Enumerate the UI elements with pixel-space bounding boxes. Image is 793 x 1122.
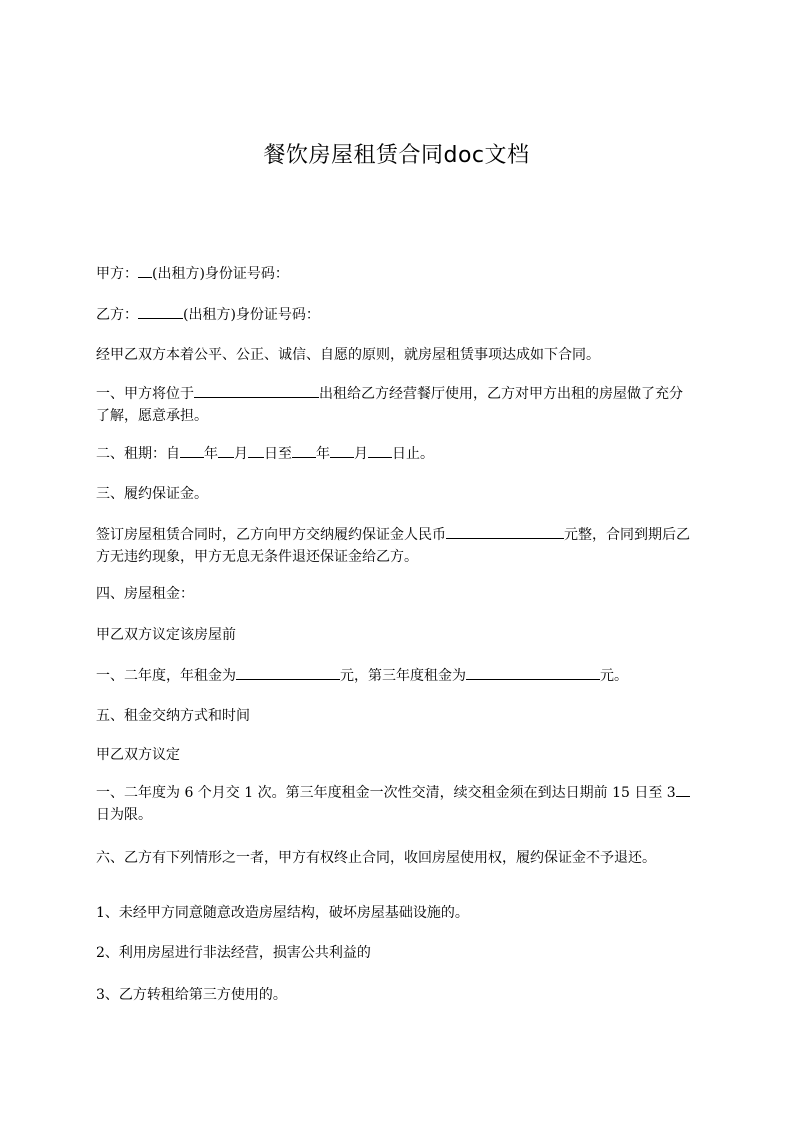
party-a-label: 甲方： — [96, 266, 138, 282]
blank-field — [292, 442, 316, 458]
blank-field — [236, 664, 340, 680]
clause-2-text: 日止。 — [392, 446, 434, 462]
clause-3-text: 元整，合同到期后乙方无违约现象，甲方无息无条件退还保证金给乙方。 — [96, 527, 690, 565]
blank-field — [466, 664, 600, 680]
list-item-1: 1、未经甲方同意随意改造房屋结构，破坏房屋基础设施的。 — [96, 905, 469, 921]
clause-2-text: 日至 — [264, 446, 292, 462]
clause-4-body — [96, 664, 696, 687]
clause-1 — [96, 382, 696, 427]
clause-5-text: 日为限。 — [96, 807, 152, 823]
blank-field — [676, 781, 690, 797]
blank-field — [180, 442, 204, 458]
clause-4-text: 元。 — [600, 668, 628, 684]
blank-field — [194, 382, 319, 398]
clause-1-text: 一、甲方将位于 — [96, 386, 194, 402]
clause-3-title: 三、履约保证金。 — [96, 486, 208, 502]
clause-2-text: 年 — [316, 446, 330, 462]
party-a-id-label: (出租方)身份证号码： — [152, 266, 289, 282]
clause-6: 六、乙方有下列情形之一者，甲方有权终止合同，收回房屋使用权，履约保证金不予退还。 — [96, 850, 656, 866]
list-item-3: 3、乙方转租给第三方使用的。 — [96, 987, 287, 1003]
document-title: 餐饮房屋租赁合同doc文档 — [263, 143, 530, 168]
party-b-line — [96, 303, 696, 326]
clause-5-sub: 甲乙双方议定 — [96, 747, 180, 763]
list-item-2: 2、利用房屋进行非法经营，损害公共利益的 — [96, 945, 371, 961]
blank-field — [368, 442, 392, 458]
blank-field — [218, 442, 234, 458]
clause-1-text: 出租给乙方经营餐厅使用，乙方对甲方出租的房屋做了充分了解，愿意承担。 — [96, 386, 683, 424]
clause-4-text: 一、二年度，年租金为 — [96, 668, 236, 684]
clause-2-text: 二、租期：自 — [96, 446, 180, 462]
clause-5-text: 一、二年度为 6 个月交 1 次。第三年度租金一次性交清，续交租金须在到达日期前 15 日至 3 — [96, 785, 676, 801]
blank-field — [138, 303, 183, 319]
blank-field — [138, 262, 152, 278]
blank-field — [446, 523, 564, 539]
intro-paragraph: 经甲乙双方本着公平、公正、诚信、自愿的原则，就房屋租赁事项达成如下合同。 — [96, 347, 600, 363]
clause-3-text: 签订房屋租赁合同时，乙方向甲方交纳履约保证金人民币 — [96, 527, 446, 543]
clause-2-text: 月 — [234, 446, 248, 462]
clause-2 — [96, 442, 696, 465]
clause-4-sub: 甲乙双方议定该房屋前 — [96, 627, 236, 643]
party-b-id-label: (出租方)身份证号码： — [183, 307, 320, 323]
clause-2-text: 月 — [354, 446, 368, 462]
blank-field — [330, 442, 354, 458]
clause-4-text: 元，第三年度租金为 — [340, 668, 466, 684]
clause-4-title: 四、房屋租金： — [96, 586, 194, 602]
clause-3-body — [96, 523, 696, 568]
clause-5-title: 五、租金交纳方式和时间 — [96, 708, 250, 724]
blank-field — [248, 442, 264, 458]
clause-2-text: 年 — [204, 446, 218, 462]
party-a-line — [96, 262, 696, 285]
clause-5-body — [96, 781, 696, 826]
party-b-label: 乙方： — [96, 307, 138, 323]
